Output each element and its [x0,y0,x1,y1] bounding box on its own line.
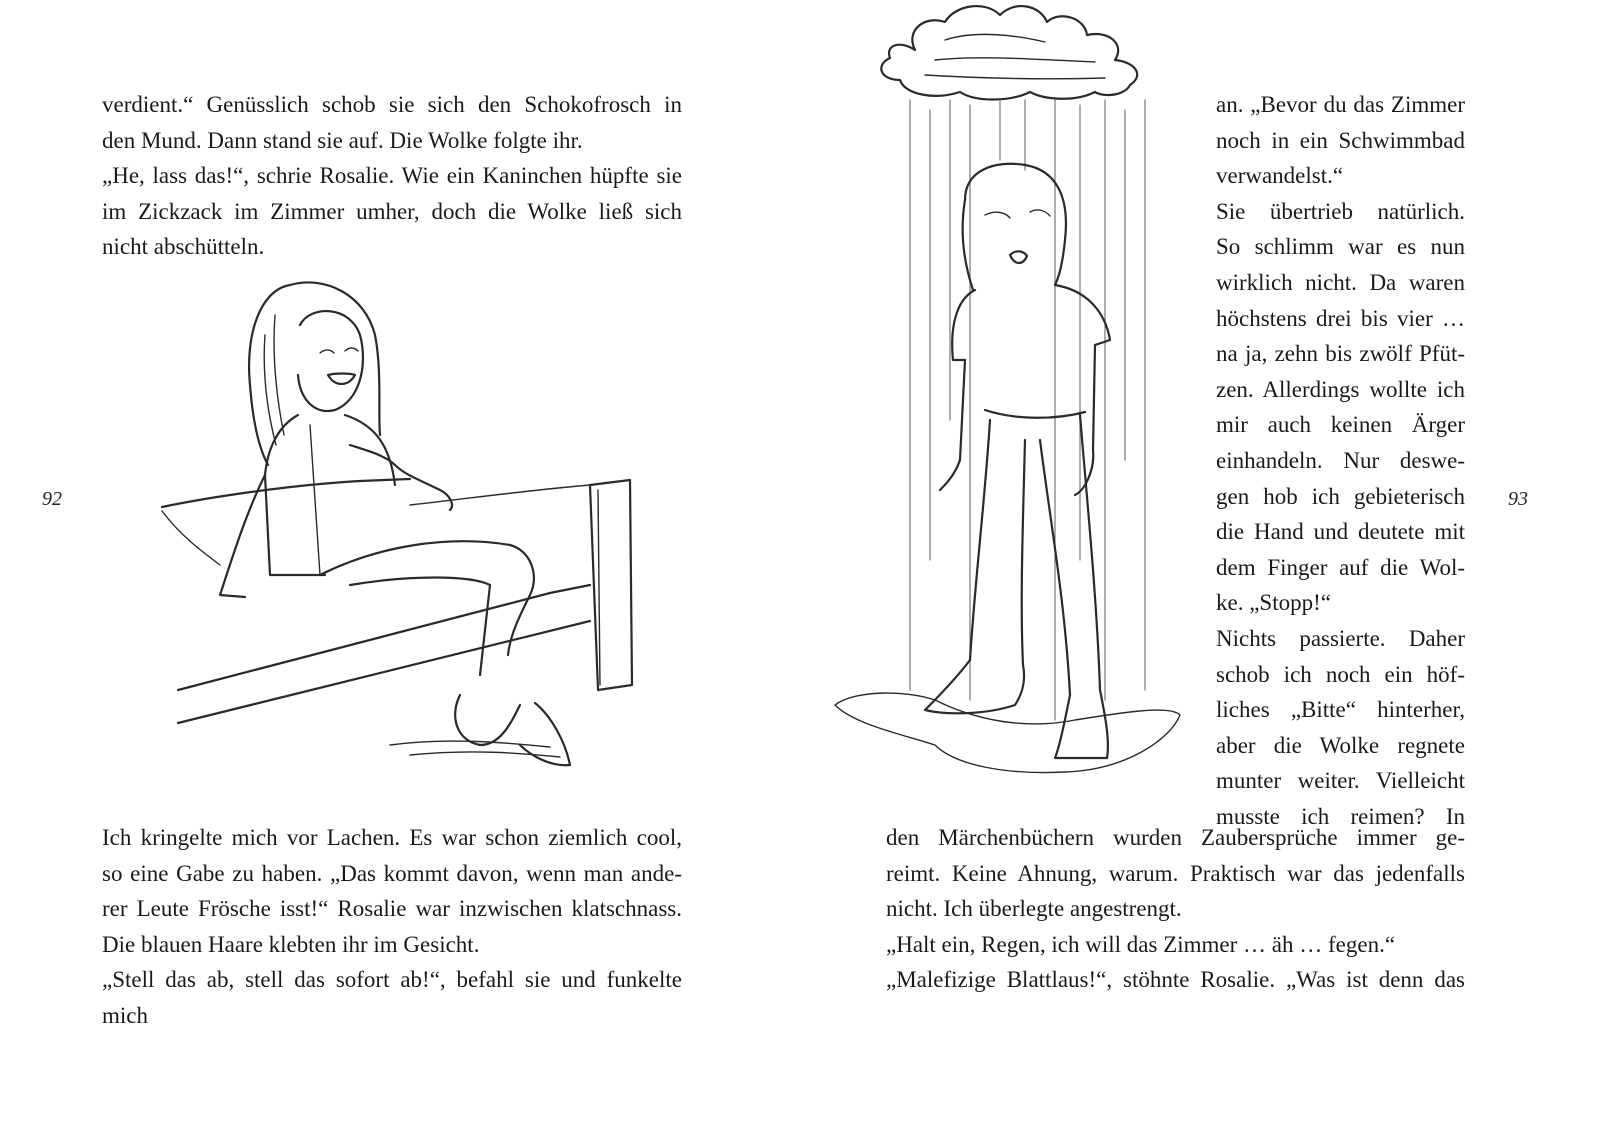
text-line: „He, lass das!“, schrie Rosalie. Wie ein Kaninchen hüpfte sie [102,163,682,189]
text-line: aber die Wolke regnete [1216,732,1465,758]
text-line: so eine Gabe zu haben. „Das kommt davon, wenn man ande- [102,860,682,886]
text-line: liches „Bitte“ hinterher, [1216,697,1465,723]
text-line: den Mund. Dann stand sie auf. Die Wolke folgte ihr. [102,127,583,153]
right-bottom-text [886,820,1465,998]
text-line: verdient.“ Genüsslich schob sie sich den Schokofrosch in [102,92,682,117]
text-line: „Stell das ab, stell das sofort ab!“, befahl sie und funkelte mich [102,967,682,1028]
text-line: im Zickzack im Zimmer umher, doch die Wolke ließ sich [102,198,682,224]
text-line: Nichts passierte. Daher [1216,625,1465,651]
text-line: einhandeln. Nur deswe- [1216,447,1465,473]
text-line: Sie übertrieb natürlich. [1216,198,1465,224]
text-line: na ja, zehn bis zwölf Pfüt- [1216,341,1465,367]
text-line: an. „Bevor du das Zimmer [1216,92,1465,117]
text-line: nicht abschütteln. [102,234,265,260]
text-line: „Halt ein, Regen, ich will das Zimmer … äh … fegen.“ [886,931,1396,957]
text-line: zen. Allerdings wollte ich [1216,376,1465,402]
text-line: „Malefizige Blattlaus!“, stöhnte Rosalie. „Was ist denn das [886,967,1465,993]
text-line: den Märchenbüchern wurden Zaubersprüche immer ge- [886,825,1465,850]
left-top-text [102,87,682,265]
text-line: So schlimm war es nun [1216,234,1465,260]
text-line: Die blauen Haare klebten ihr im Gesicht. [102,931,480,957]
text-line: höchstens drei bis vier … [1216,305,1465,331]
text-line: munter weiter. Vielleicht [1216,768,1465,794]
illustration-girl-on-bed [150,275,650,785]
page-number-right: 93 [1508,488,1528,510]
text-line: verwandelst.“ [1216,163,1344,189]
text-line: rer Leute Frösche isst!“ Rosalie war inzwischen klatschnass. [102,896,682,922]
right-column-text [1216,87,1465,834]
text-line: noch in ein Schwimmbad [1216,127,1465,153]
text-line: musste ich reimen? In [1216,803,1465,829]
text-line: die Hand und deutete mit [1216,519,1465,545]
text-line: reimt. Keine Ahnung, warum. Praktisch war das jedenfalls [886,860,1465,886]
text-line: nicht. Ich überlegte angestrengt. [886,896,1182,922]
text-line: schob ich noch ein höf- [1216,661,1465,687]
text-line: wirklich nicht. Da waren [1216,269,1465,295]
page-number-left: 92 [42,488,62,510]
text-line: ke. „Stopp!“ [1216,590,1331,616]
text-line: gen hob ich gebieterisch [1216,483,1465,509]
right-page [800,0,1600,1131]
left-bottom-text [102,820,682,1034]
text-line: mir auch keinen Ärger [1216,412,1465,438]
text-line: Ich kringelte mich vor Lachen. Es war schon ziemlich cool, [102,825,682,850]
text-line: dem Finger auf die Wol- [1216,554,1465,580]
illustration-girl-in-rain [825,0,1200,790]
